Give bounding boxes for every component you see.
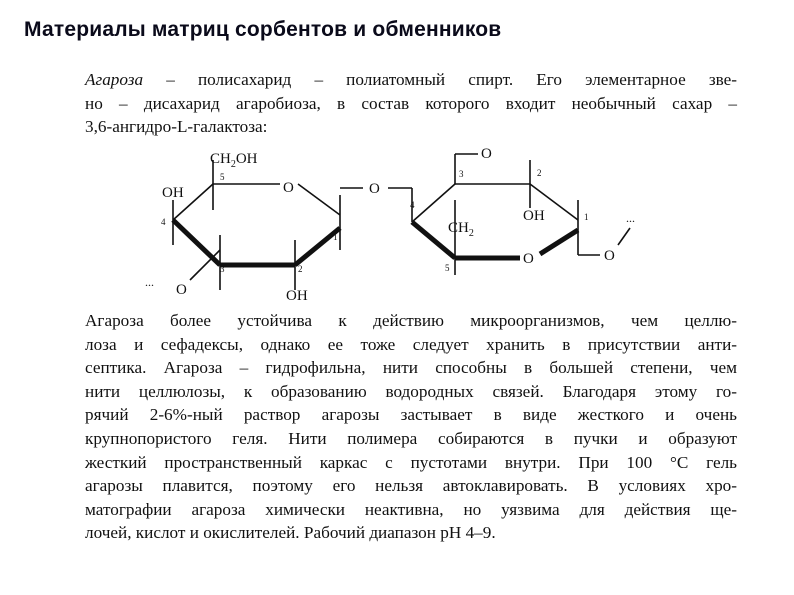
carbon-number: 1: [584, 212, 589, 222]
ring-oxygen-left: O: [283, 180, 294, 196]
page-title: Материалы матриц сорбентов и обменников: [24, 18, 502, 41]
right-oh-label: OH: [523, 208, 545, 224]
intro-line-2: но – дисахарид агаробиоза, в состав которого входит необычный сахар –: [85, 93, 737, 113]
carbon-number: 4: [410, 200, 415, 210]
intro-line-1-text: – полисахарид – полиатомный спирт. Его элементарное зве-: [143, 70, 737, 89]
body-line: агарозы плавится, поэтому его нельзя автоклавировать. В условиях хро-: [85, 476, 737, 496]
body-line: лочей, кислот и окислителей. Рабочий диапазон рН 4–9.: [85, 523, 496, 543]
ch2oh-label: $CH_2OH$: [210, 151, 258, 170]
body-line: жесткий пространственный каркас с пустотами внутри. При 100 °С гель: [85, 452, 737, 472]
body-paragraph: [85, 309, 737, 545]
ring-oxygen-right: O: [523, 251, 534, 267]
chain-dots-right: ...: [626, 211, 635, 225]
bridge-oxygen: O: [369, 181, 380, 197]
body-line: септика. Агароза – гидрофильна, нити способны в большей степени, чем: [85, 358, 737, 378]
carbon-number: 1: [333, 232, 338, 242]
carbon-number: 5: [445, 263, 450, 273]
body-line: крупнопористого геля. Нити полимера собираются в пучки и образуют: [85, 428, 737, 448]
body-line: нити целлюлозы, к образованию водородных связей. Благодаря этому го-: [85, 381, 737, 401]
carbonyl-oxygen: O: [481, 146, 492, 162]
chain-dots-left: ...: [145, 275, 154, 289]
start-oxygen: O: [176, 282, 187, 298]
intro-line-3: 3,6-ангидро-L-галактоза:: [85, 117, 268, 137]
carbon-number: 3: [459, 169, 464, 179]
carbon-number: 4: [161, 217, 166, 227]
left-sugar-ring: [173, 160, 340, 290]
right-sugar-ring: [412, 154, 630, 275]
carbon-number: 2: [298, 264, 303, 274]
body-line: матографии агароза химически неактивна, но уязвима для действия ще-: [85, 499, 737, 519]
body-line: лоза и сефадексы, однако ее тоже следует хранить в присутствии анти-: [85, 334, 737, 354]
agarobiose-structure: [130, 140, 650, 310]
left-oh-label: OH: [162, 185, 184, 201]
end-oxygen: O: [604, 248, 615, 264]
carbon-number: 3: [220, 264, 225, 274]
body-line: Агароза более устойчива к действию микроорганизмов, чем целлю-: [85, 311, 737, 330]
intro-term: Агароза: [85, 70, 144, 89]
carbon-number: 5: [220, 172, 225, 182]
intro-paragraph: [85, 68, 737, 139]
ch2-label: $CH_2$: [448, 220, 474, 239]
body-line: рячий 2-6%-ный раствор агарозы застывает в виде жесткого и очень: [85, 405, 737, 425]
intro-line-1: [85, 68, 737, 92]
carbon-number: 2: [537, 168, 542, 178]
bottom-oh-label: OH: [286, 288, 308, 304]
